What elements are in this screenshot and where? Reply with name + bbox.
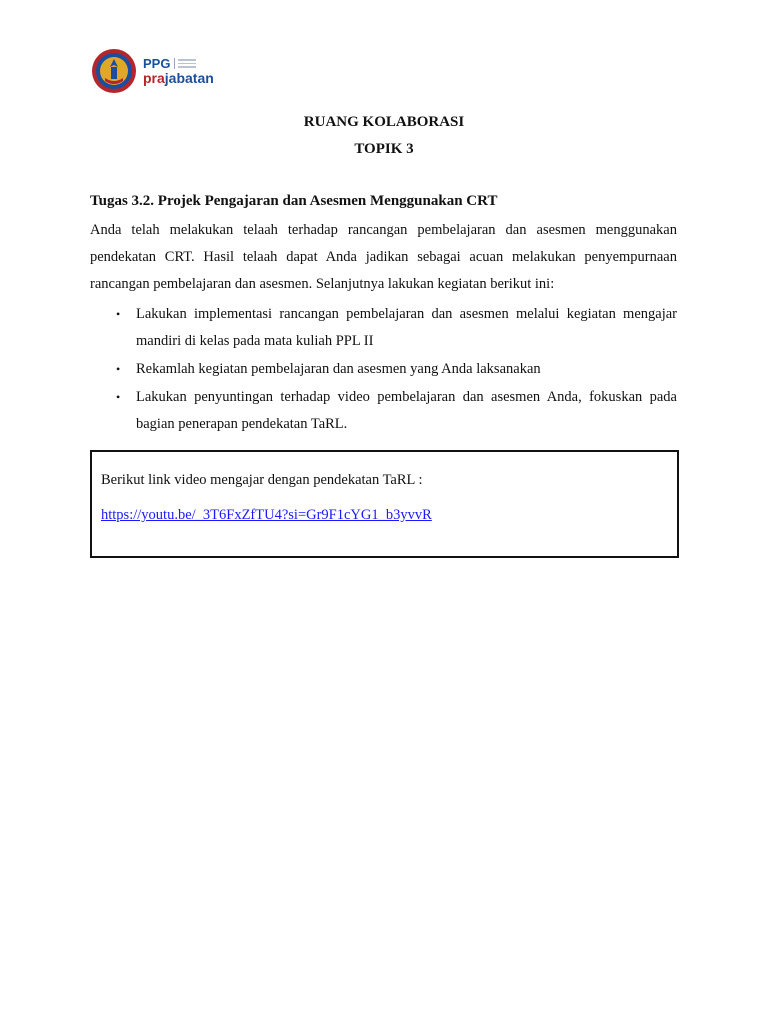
document-subtitle: TOPIK 3: [354, 141, 414, 157]
video-link[interactable]: https://youtu.be/_3T6FxZfTU4?si=Gr9F1cYG1_b3yvvR: [101, 507, 432, 523]
task-heading: Tugas 3.2. Projek Pengajaran dan Asesmen Menggunakan CRT: [90, 193, 498, 209]
list-item: [90, 384, 677, 438]
logo-ppg-text: PPG: [143, 56, 171, 71]
video-link-box: [90, 450, 679, 558]
task-steps-list: [90, 301, 677, 438]
bullet-icon: •: [116, 307, 121, 321]
bullet-icon: •: [116, 390, 121, 404]
logo-tagline-mark: [174, 58, 196, 69]
bullet-icon: •: [116, 362, 121, 376]
list-item-text: Lakukan penyuntingan terhadap video pembelajaran dan asesmen Anda, fokuskan pada bagian penerapan pendekatan TaRL.: [136, 389, 677, 432]
university-seal-icon: [91, 48, 137, 94]
task-section: [90, 193, 677, 439]
ppg-prajabatan-logo: [91, 48, 214, 94]
link-box-intro: Berikut link video mengajar dengan pendekatan TaRL :: [101, 472, 423, 488]
list-item: [90, 356, 677, 383]
document-title: RUANG KOLABORASI: [303, 114, 465, 130]
task-intro-paragraph: Anda telah melakukan telaah terhadap rancangan pembelajaran dan asesmen menggunakan pendekatan CRT. Hasil telaah dapat Anda jadikan sebagai acuan melakukan penyempurnaan rancangan pembelajaran dan asesmen. Selanjutnya lakukan kegiatan berikut ini:: [90, 222, 677, 292]
list-item-text: Lakukan implementasi rancangan pembelajaran dan asesmen melalui kegiatan mengajar mandiri di kelas pada mata kuliah PPL II: [136, 306, 677, 349]
logo-prajabatan-text: prajabatan: [143, 70, 214, 86]
list-item: [90, 301, 677, 355]
list-item-text: Rekamlah kegiatan pembelajaran dan asesmen yang Anda laksanakan: [136, 361, 541, 377]
